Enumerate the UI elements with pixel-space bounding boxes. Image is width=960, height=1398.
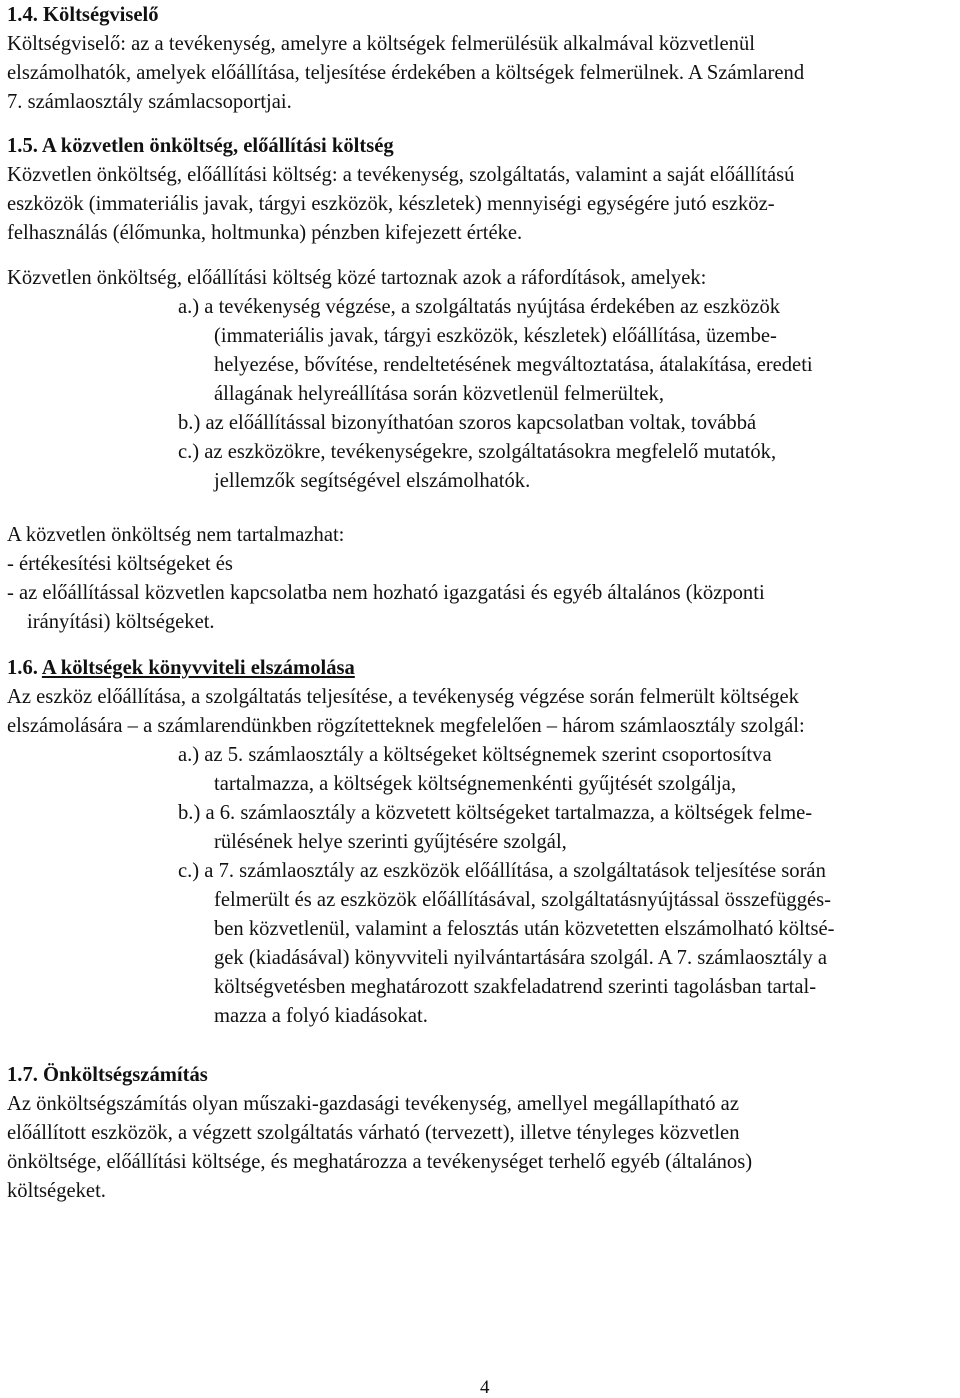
list-item-continuation: helyezése, bővítése, rendeltetésének megváltoztatása, átalakítása, eredeti	[214, 354, 813, 376]
list-item-continuation: gek (kiadásával) könyvviteli nyilvántartására szolgál. A 7. számlaosztály a	[214, 947, 828, 969]
text-line: eszközök (immateriális javak, tárgyi eszközök, készletek) mennyiségi egységére jutó eszköz-	[7, 193, 775, 215]
list-item-continuation: ben közvetlenül, valamint a felosztás után közvetetten elszámolható költsé-	[214, 918, 835, 940]
heading-1-6	[7, 654, 355, 683]
list-item-continuation: felmerült és az eszközök előállításával, szolgáltatásnyújtással összefüggés-	[214, 889, 832, 911]
list-item-continuation: tartalmazza, a költségek költségnemenkénti gyűjtését szolgálja,	[214, 773, 737, 795]
list-item: b.) a 6. számlaosztály a közvetett költségeket tartalmazza, a költségek felme-	[178, 802, 813, 824]
heading-1-5: 1.5. A közvetlen önköltség, előállítási költség	[7, 135, 394, 157]
text-line: A közvetlen önköltség nem tartalmazhat:	[7, 524, 345, 546]
list-item: b.) az előállítással bizonyíthatóan szoros kapcsolatban voltak, továbbá	[178, 412, 757, 434]
text-line: előállított eszközök, a végzett szolgáltatás várható (tervezett), illetve tényleges közvetlen	[7, 1122, 740, 1144]
text-line: elszámolására – a számlarendünkben rögzítetteknek megfelelően – három számlaosztály szolgál:	[7, 715, 805, 737]
list-item: c.) az eszközökre, tevékenységekre, szolgáltatásokra megfelelő mutatók,	[178, 441, 777, 463]
list-item: a.) az 5. számlaosztály a költségeket költségnemek szerint csoportosítva	[178, 744, 772, 766]
list-item: c.) a 7. számlaosztály az eszközök előállítása, a szolgáltatások teljesítése során	[178, 860, 826, 882]
bullet-item-continuation: irányítási) költségeket.	[27, 611, 215, 633]
text-line: Költségviselő: az a tevékenység, amelyre a költségek felmerülésük alkalmával közvetlenül	[7, 33, 755, 55]
list-item-continuation: költségvetésben meghatározott szakfeladatrend szerinti tagolásban tartal-	[214, 976, 817, 998]
text-line: költségeket.	[7, 1180, 106, 1202]
list-item-continuation: jellemzők segítségével elszámolhatók.	[214, 470, 531, 492]
list-item-continuation: mazza a folyó kiadásokat.	[214, 1005, 428, 1027]
text-line: Közvetlen önköltség, előállítási költség: a tevékenység, szolgáltatás, valamint a saját előállítású	[7, 164, 795, 186]
list-item-continuation: (immateriális javak, tárgyi eszközök, készletek) előállítása, üzembe-	[214, 325, 777, 347]
page-number: 4	[480, 1377, 490, 1398]
text-line: 7. számlaosztály számlacsoportjai.	[7, 91, 292, 113]
text-line: Az eszköz előállítása, a szolgáltatás teljesítése, a tevékenység végzése során felmerült költségek	[7, 686, 799, 708]
heading-1-4: 1.4. Költségviselő	[7, 4, 159, 26]
text-line: Az önköltségszámítás olyan műszaki-gazdasági tevékenység, amellyel megállapítható az	[7, 1093, 739, 1115]
bullet-item: - értékesítési költségeket és	[7, 553, 233, 575]
list-item: a.) a tevékenység végzése, a szolgáltatás nyújtása érdekében az eszközök	[178, 296, 781, 318]
text-line: Közvetlen önköltség, előállítási költség közé tartoznak azok a ráfordítások, amelyek:	[7, 267, 707, 289]
heading-text: A költségek könyvviteli elszámolása	[41, 657, 355, 679]
list-item-continuation: rülésének helye szerinti gyűjtésére szolgál,	[214, 831, 567, 853]
text-line: elszámolhatók, amelyek előállítása, teljesítése érdekében a költségek felmerülnek. A Számlarend	[7, 62, 805, 84]
text-line: önköltsége, előállítási költsége, és meghatározza a tevékenységet terhelő egyéb (általános)	[7, 1151, 753, 1173]
list-item-continuation: állagának helyreállítása során közvetlenül felmerültek,	[214, 383, 665, 405]
bullet-item: - az előállítással közvetlen kapcsolatba nem hozható igazgatási és egyéb általános (központi	[7, 582, 765, 604]
text-line: felhasználás (élőmunka, holtmunka) pénzben kifejezett értéke.	[7, 222, 523, 244]
heading-number: 1.6.	[7, 657, 42, 679]
heading-1-7: 1.7. Önköltségszámítás	[7, 1064, 208, 1086]
